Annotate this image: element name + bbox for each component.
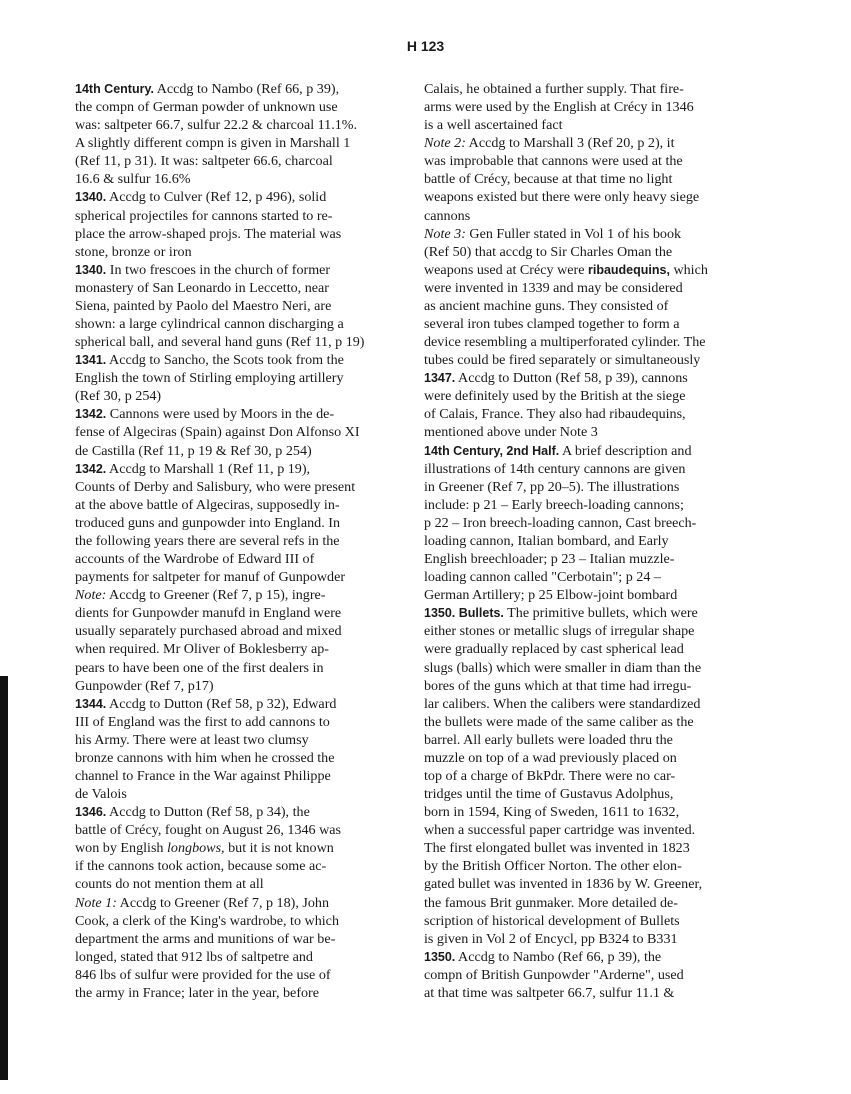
left-column-line — [75, 930, 410, 948]
text-segment: 1340. — [75, 190, 107, 205]
left-column-line — [75, 604, 410, 622]
text-segment: shown: a large cylindrical cannon discharging a — [75, 316, 344, 333]
right-column-line — [424, 640, 759, 658]
right-column-line — [424, 297, 759, 315]
left-column-line — [75, 423, 410, 441]
text-segment: 1346. — [75, 805, 107, 820]
text-segment: 1342. — [75, 407, 107, 422]
left-column-line — [75, 514, 410, 532]
text-segment: pears to have been one of the first dealers in — [75, 659, 324, 676]
text-segment: 16.6 & sulfur 16.6% — [75, 171, 191, 188]
left-text-column — [75, 80, 410, 1002]
text-segment: device resembling a multiperforated cylinder. The — [424, 334, 706, 351]
right-column-line — [424, 731, 759, 749]
text-segment: Accdg to Dutton (Ref 58, p 32), Edward — [106, 695, 337, 712]
text-segment: Gunpowder (Ref 7, p17) — [75, 677, 214, 694]
left-column-line — [75, 640, 410, 658]
text-segment: (Ref 50) that accdg to Sir Charles Oman the — [424, 243, 673, 260]
text-segment: loading cannon, Italian bombard, and Early — [424, 532, 669, 549]
text-segment: as ancient machine guns. They consisted of — [424, 297, 669, 314]
right-column-line — [424, 912, 759, 930]
left-column-line — [75, 442, 410, 460]
left-column-line — [75, 568, 410, 586]
text-segment: A slightly different compn is given in Marshall 1 — [75, 135, 351, 152]
text-segment: Accdg to Culver (Ref 12, p 496), solid — [106, 189, 327, 206]
left-column-line — [75, 170, 410, 188]
right-column-line — [424, 80, 759, 98]
text-segment: the famous Brit gunmaker. More detailed de- — [424, 894, 679, 911]
text-segment: scription of historical development of Bullets — [424, 912, 680, 929]
left-column-line — [75, 405, 410, 423]
text-segment: monastery of San Leonardo in Leccetto, near — [75, 279, 329, 296]
right-column-line — [424, 677, 759, 695]
left-column-line — [75, 496, 410, 514]
left-column-line — [75, 894, 410, 912]
right-column-line — [424, 351, 759, 369]
text-segment: bronze cannons with him when he crossed the — [75, 749, 335, 766]
page-header: H 123 — [406, 38, 445, 54]
text-segment: muzzle on top of a wad previously placed on — [424, 749, 677, 766]
text-segment: tridges until the time of Gustavus Adolphus, — [424, 786, 674, 803]
right-column-line — [424, 478, 759, 496]
right-column-line — [424, 116, 759, 134]
left-column-line — [75, 677, 410, 695]
left-column-line — [75, 98, 410, 116]
text-segment: Accdg to Greener (Ref 7, p 15), ingre- — [106, 587, 326, 604]
text-segment: Accdg to Sancho, the Scots took from the — [106, 352, 344, 369]
text-segment: if the cannons took action, because some ac- — [75, 858, 327, 875]
text-segment: was: saltpeter 66.7, sulfur 22.2 & charcoal 11.1%. — [75, 117, 358, 134]
left-column-line — [75, 351, 410, 369]
text-segment: department the arms and munitions of war be- — [75, 930, 336, 947]
text-segment: is given in Vol 2 of Encycl, pp B324 to B331 — [424, 930, 678, 947]
text-segment: (Ref 11, p 31). It was: saltpeter 66.6, charcoal — [75, 153, 333, 170]
text-segment: 14th Century. — [75, 82, 154, 96]
left-column-line — [75, 369, 410, 387]
text-segment: spherical ball, and several hand guns (Ref 11, p 19) — [75, 334, 365, 351]
right-column-line — [424, 659, 759, 677]
text-segment: 846 lbs of sulfur were provided for the use of — [75, 966, 331, 983]
text-segment: troduced guns and gunpowder into England. In — [75, 514, 340, 531]
text-segment: In two frescoes in the church of former — [106, 261, 331, 278]
text-segment: barrel. All early bullets were loaded thru the — [424, 731, 673, 748]
text-segment: the compn of German powder of unknown use — [75, 99, 338, 116]
text-segment: his Army. There were at least two clumsy — [75, 731, 309, 748]
right-column-line — [424, 225, 759, 243]
left-column-line — [75, 622, 410, 640]
left-column-line — [75, 152, 410, 170]
text-segment: A brief description and — [559, 442, 692, 459]
left-column-line — [75, 333, 410, 351]
text-segment: Accdg to Dutton (Ref 58, p 39), cannons — [455, 370, 688, 387]
text-segment: weapons used at Crécy were — [424, 261, 588, 278]
text-segment: longed, stated that 912 lbs of saltpetre and — [75, 948, 313, 965]
left-column-line — [75, 297, 410, 315]
text-segment: the bullets were made of the same caliber as the — [424, 713, 694, 730]
left-column-line — [75, 767, 410, 785]
right-column-line — [424, 966, 759, 984]
text-segment: Note: — [75, 587, 107, 604]
right-column-line — [424, 152, 759, 170]
text-segment: place the arrow-shaped projs. The material was — [75, 225, 342, 242]
right-column-line — [424, 622, 759, 640]
right-column-line — [424, 767, 759, 785]
text-segment: English breechloader; p 23 – Italian muzzle- — [424, 551, 675, 568]
right-column-line — [424, 875, 759, 893]
right-column-line — [424, 568, 759, 586]
right-column-line — [424, 749, 759, 767]
right-column-line — [424, 550, 759, 568]
text-segment: of Calais, France. They also had ribaudequins, — [424, 406, 686, 423]
text-segment: were definitely used by the British at the siege — [424, 388, 686, 405]
text-segment: is a well ascertained fact — [424, 117, 563, 134]
text-segment: Cook, a clerk of the King's wardrobe, to which — [75, 912, 339, 929]
text-segment: counts do not mention them at all — [75, 876, 264, 893]
right-column-line — [424, 315, 759, 333]
text-segment: channel to France in the War against Philippe — [75, 767, 331, 784]
text-segment: Calais, he obtained a further supply. That fire- — [424, 81, 684, 97]
text-segment: either stones or metallic slugs of irregular shape — [424, 623, 695, 640]
text-segment: cannons — [424, 207, 471, 224]
text-segment: gated bullet was invented in 1836 by W. Greener, — [424, 876, 703, 893]
left-column-line — [75, 134, 410, 152]
left-column-line — [75, 460, 410, 478]
text-segment: several iron tubes clamped together to form a — [424, 316, 680, 333]
text-segment: 1344. — [75, 696, 107, 711]
left-column-line — [75, 695, 410, 713]
text-segment: slugs (balls) which were smaller in diam than the — [424, 659, 702, 676]
text-segment: Accdg to Nambo (Ref 66, p 39), — [153, 81, 340, 97]
right-column-line — [424, 785, 759, 803]
left-column-line — [75, 803, 410, 821]
text-segment: which — [669, 261, 708, 278]
right-column-line — [424, 532, 759, 550]
text-segment: spherical projectiles for cannons started to re- — [75, 207, 333, 224]
left-column-line — [75, 116, 410, 134]
text-segment: 1342. — [75, 461, 107, 476]
right-column-line — [424, 713, 759, 731]
left-column-line — [75, 315, 410, 333]
text-segment: arms were used by the English at Crécy in 1346 — [424, 99, 694, 116]
text-segment: 1347. — [424, 371, 456, 386]
text-segment: Gen Fuller stated in Vol 1 of his book — [465, 225, 682, 242]
text-segment: p 22 – Iron breech-loading cannon, Cast breech- — [424, 514, 697, 531]
text-segment: 1350. Bullets. — [424, 606, 504, 621]
left-column-line — [75, 261, 410, 279]
text-segment: The primitive bullets, which were — [503, 605, 698, 622]
right-column-line — [424, 405, 759, 423]
left-column-line — [75, 387, 410, 405]
left-column-line — [75, 857, 410, 875]
left-column-line — [75, 839, 410, 857]
text-segment: stone, bronze or iron — [75, 243, 192, 260]
text-segment: battle of Crécy, fought on August 26, 1346 was — [75, 822, 342, 839]
text-segment: tubes could be fired separately or simultaneously — [424, 352, 701, 369]
right-column-line — [424, 243, 759, 261]
text-segment: born in 1594, King of Sweden, 1611 to 1632, — [424, 804, 680, 821]
text-segment: The first elongated bullet was invented in 1823 — [424, 840, 690, 857]
text-segment: longbows, — [167, 840, 225, 857]
text-segment: illustrations of 14th century cannons are given — [424, 460, 686, 477]
right-column-line — [424, 333, 759, 351]
text-segment: were invented in 1339 and may be considered — [424, 279, 683, 296]
left-column-line — [75, 207, 410, 225]
text-segment: bores of the guns which at that time had irregu- — [424, 677, 692, 694]
left-column-line — [75, 586, 410, 604]
left-column-line — [75, 550, 410, 568]
text-segment: accounts of the Wardrobe of Edward III of — [75, 551, 315, 568]
text-segment: Cannons were used by Moors in the de- — [106, 406, 335, 423]
left-column-line — [75, 659, 410, 677]
text-segment: usually separately purchased abroad and mixed — [75, 623, 342, 640]
text-segment: Note 1: — [75, 894, 117, 911]
text-segment: payments for saltpeter for manuf of Gunpowder — [75, 569, 346, 586]
right-column-line — [424, 279, 759, 297]
right-text-column — [424, 80, 759, 1002]
left-column-line — [75, 821, 410, 839]
text-segment: fense of Algeciras (Spain) against Don Alfonso XI — [75, 424, 360, 441]
text-segment: the following years there are several refs in the — [75, 532, 340, 549]
text-segment: de Castilla (Ref 11, p 19 & Ref 30, p 254) — [75, 442, 312, 459]
left-column-line — [75, 749, 410, 767]
text-segment: include: p 21 – Early breech-loading cannons; — [424, 496, 684, 513]
text-segment: Accdg to Dutton (Ref 58, p 34), the — [106, 804, 310, 821]
left-column-line — [75, 532, 410, 550]
left-column-line — [75, 984, 410, 1002]
left-column-line — [75, 188, 410, 206]
text-segment: 1350. — [424, 949, 456, 964]
text-segment: mentioned above under Note 3 — [424, 424, 598, 441]
left-column-line — [75, 225, 410, 243]
text-segment: Accdg to Nambo (Ref 66, p 39), the — [455, 948, 662, 965]
text-segment: won by English — [75, 840, 168, 857]
text-segment: Note 2: — [424, 135, 466, 152]
left-column-line — [75, 279, 410, 297]
text-segment: de Valois — [75, 786, 127, 803]
right-column-line — [424, 894, 759, 912]
text-segment: were gradually replaced by cast spherical lead — [424, 641, 684, 658]
right-column-line — [424, 207, 759, 225]
right-column-line — [424, 839, 759, 857]
text-segment: Siena, painted by Paolo del Maestro Neri, are — [75, 297, 332, 314]
text-segment: ribaudequins, — [587, 262, 670, 277]
text-segment: in Greener (Ref 7, pp 20–5). The illustrations — [424, 478, 680, 495]
right-column-line — [424, 188, 759, 206]
left-column-line — [75, 785, 410, 803]
text-segment: Note 3: — [424, 225, 466, 242]
text-segment: at the above battle of Algeciras, supposedly in- — [75, 496, 340, 513]
right-column-line — [424, 803, 759, 821]
text-segment: dients for Gunpowder manufd in England were — [75, 605, 342, 622]
text-segment: lar calibers. When the calibers were standardized — [424, 695, 701, 712]
text-segment: 1341. — [75, 353, 107, 368]
left-column-line — [75, 713, 410, 731]
right-column-line — [424, 387, 759, 405]
text-segment: when a successful paper cartridge was invented. — [424, 822, 696, 839]
right-column-line — [424, 857, 759, 875]
text-segment: but it is not known — [224, 840, 334, 857]
text-segment: was improbable that cannons were used at the — [424, 153, 683, 170]
left-column-line — [75, 912, 410, 930]
right-column-line — [424, 948, 759, 966]
left-column-line — [75, 875, 410, 893]
text-segment: Accdg to Marshall 3 (Ref 20, p 2), it — [465, 135, 675, 152]
text-segment: (Ref 30, p 254) — [75, 388, 162, 405]
right-column-line — [424, 423, 759, 441]
right-column-line — [424, 261, 759, 279]
left-column-line — [75, 478, 410, 496]
left-column-line — [75, 243, 410, 261]
right-column-line — [424, 695, 759, 713]
text-segment: by the British Officer Norton. The other elon- — [424, 858, 682, 875]
left-column-line — [75, 80, 410, 98]
text-segment: top of a charge of BkPdr. There were no car- — [424, 767, 676, 784]
left-column-line — [75, 948, 410, 966]
text-segment: when required. Mr Oliver of Boklesberry ap- — [75, 641, 329, 658]
right-column-line — [424, 604, 759, 622]
left-column-line — [75, 966, 410, 984]
text-segment: the army in France; later in the year, before — [75, 984, 320, 1001]
right-column-line — [424, 369, 759, 387]
left-column-line — [75, 731, 410, 749]
text-segment: Accdg to Greener (Ref 7, p 18), John — [116, 894, 330, 911]
text-segment: compn of British Gunpowder "Arderne", used — [424, 966, 684, 983]
text-segment: loading cannon called "Cerbotain"; p 24 – — [424, 569, 661, 586]
text-segment: German Artillery; p 25 Elbow-joint bombard — [424, 587, 678, 604]
right-column-line — [424, 930, 759, 948]
right-column-line — [424, 496, 759, 514]
text-segment: weapons existed but there were only heavy siege — [424, 189, 700, 206]
right-column-line — [424, 821, 759, 839]
text-segment: 14th Century, 2nd Half. — [424, 443, 560, 458]
right-column-line — [424, 460, 759, 478]
right-column-line — [424, 442, 759, 460]
right-column-line — [424, 984, 759, 1002]
scan-margin-bar — [0, 676, 8, 1080]
right-column-line — [424, 170, 759, 188]
text-segment: 1340. — [75, 262, 107, 277]
text-segment: Counts of Derby and Salisbury, who were present — [75, 478, 356, 495]
text-segment: Accdg to Marshall 1 (Ref 11, p 19), — [106, 460, 311, 477]
text-segment: III of England was the first to add cannons to — [75, 713, 330, 730]
right-column-line — [424, 514, 759, 532]
text-segment: at that time was saltpeter 66.7, sulfur 11.1 & — [424, 984, 675, 1001]
right-column-line — [424, 98, 759, 116]
right-column-line — [424, 134, 759, 152]
text-segment: battle of Crécy, because at that time no light — [424, 171, 673, 188]
text-segment: English the town of Stirling employing artillery — [75, 370, 344, 387]
right-column-line — [424, 586, 759, 604]
